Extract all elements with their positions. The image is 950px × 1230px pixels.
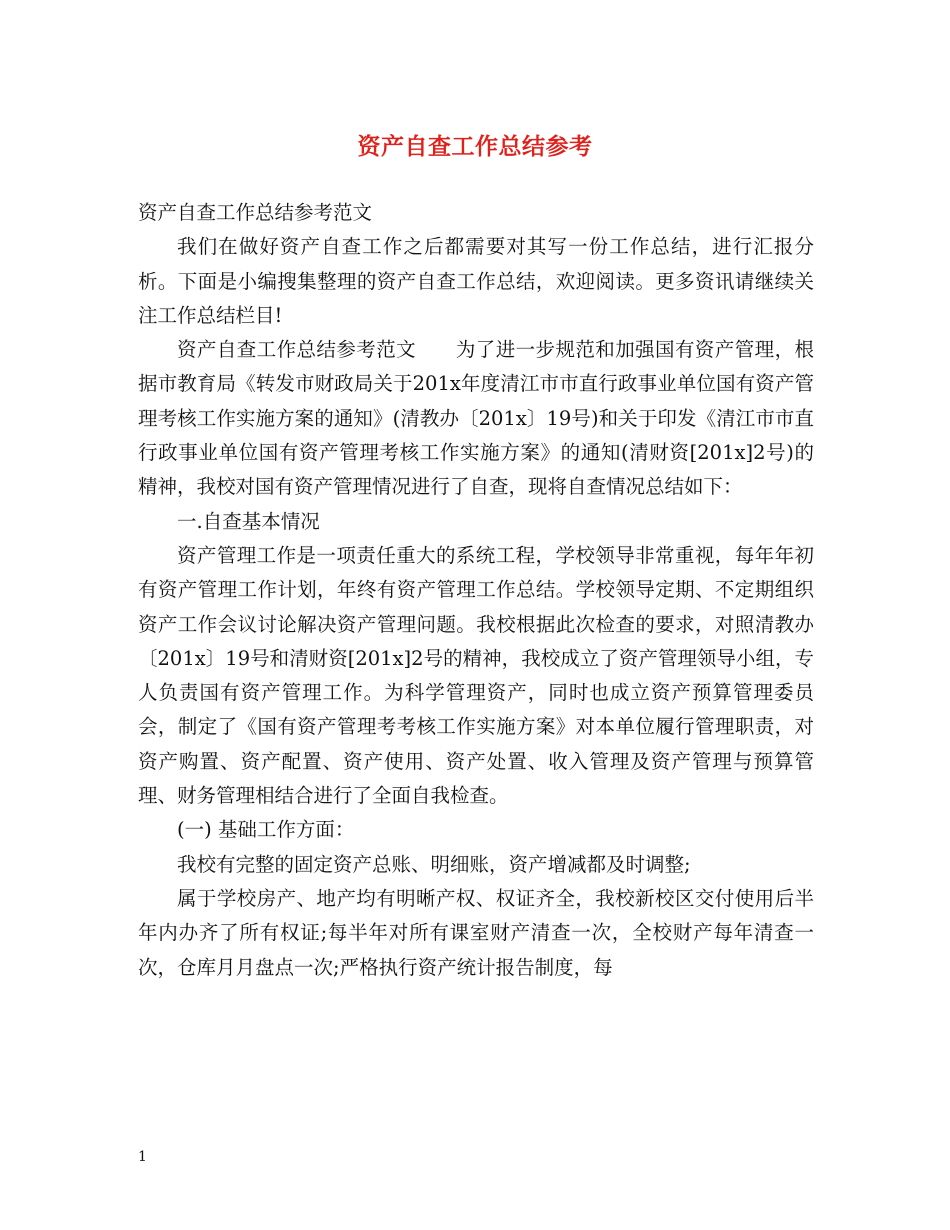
paragraph-property-rights: 属于学校房产、地产均有明晰产权、权证齐全，我校新校区交付使用后半年内办齐了所有权证;每半年对所有课室财产清查一次，全校财产每年清查一次，仓库月月盘点一次;严格执行资产统计报告制度，每 — [138, 886, 814, 979]
paragraph-management-overview: 资产管理工作是一项责任重大的系统工程，学校领导非常重视，每年年初有资产管理工作计划，年终有资产管理工作总结。学校领导定期、不定期组织资产工作会议讨论解决资产管理问题。我校根据此次检查的要求，对照清教办〔201x〕19号和清财资[201x]2号的精神，我校成立了资产管理领导小组，专人负责国有资产管理工作。为科学管理资产，同时也成立资产预算管理委员会，制定了《国有资产管理考考核工作实施方案》对本单位履行管理职责，对资产购置、资产配置、资产使用、资产处置、收入管理及资产管理与预算管理、财务管理相结合进行了全面自我检查。 — [138, 543, 814, 808]
paragraph-ledger: 我校有完整的固定资产总账、明细账，资产增减都及时调整; — [177, 852, 691, 876]
subsection-heading-basic-work: (一) 基础工作方面： — [177, 818, 355, 842]
paragraph-intro: 我们在做好资产自查工作之后都需要对其写一份工作总结，进行汇报分析。下面是小编搜集整理的资产自查工作总结，欢迎阅读。更多资讯请继续关注工作总结栏目! — [138, 235, 814, 327]
document-subtitle: 资产自查工作总结参考范文 — [138, 201, 373, 224]
paragraph-background: 资产自查工作总结参考范文 为了进一步规范和加强国有资产管理，根据市教育局《转发市财政局关于201x年度清江市市直行政事业单位国有资产管理考核工作实施方案的通知》(清教办〔201x〕19号)和关于印发《清江市市直行政事业单位国有资产管理考核工作实施方案》的通知(清财资[201x]2号)的精神，我校对国有资产管理情况进行了自查，现将自查情况总结如下： — [138, 338, 814, 499]
page-number: 1 — [138, 1149, 147, 1165]
document-title: 资产自查工作总结参考 — [357, 133, 593, 160]
section-heading-self-check: 一.自查基本情况 — [177, 509, 320, 533]
document-body — [138, 196, 814, 985]
